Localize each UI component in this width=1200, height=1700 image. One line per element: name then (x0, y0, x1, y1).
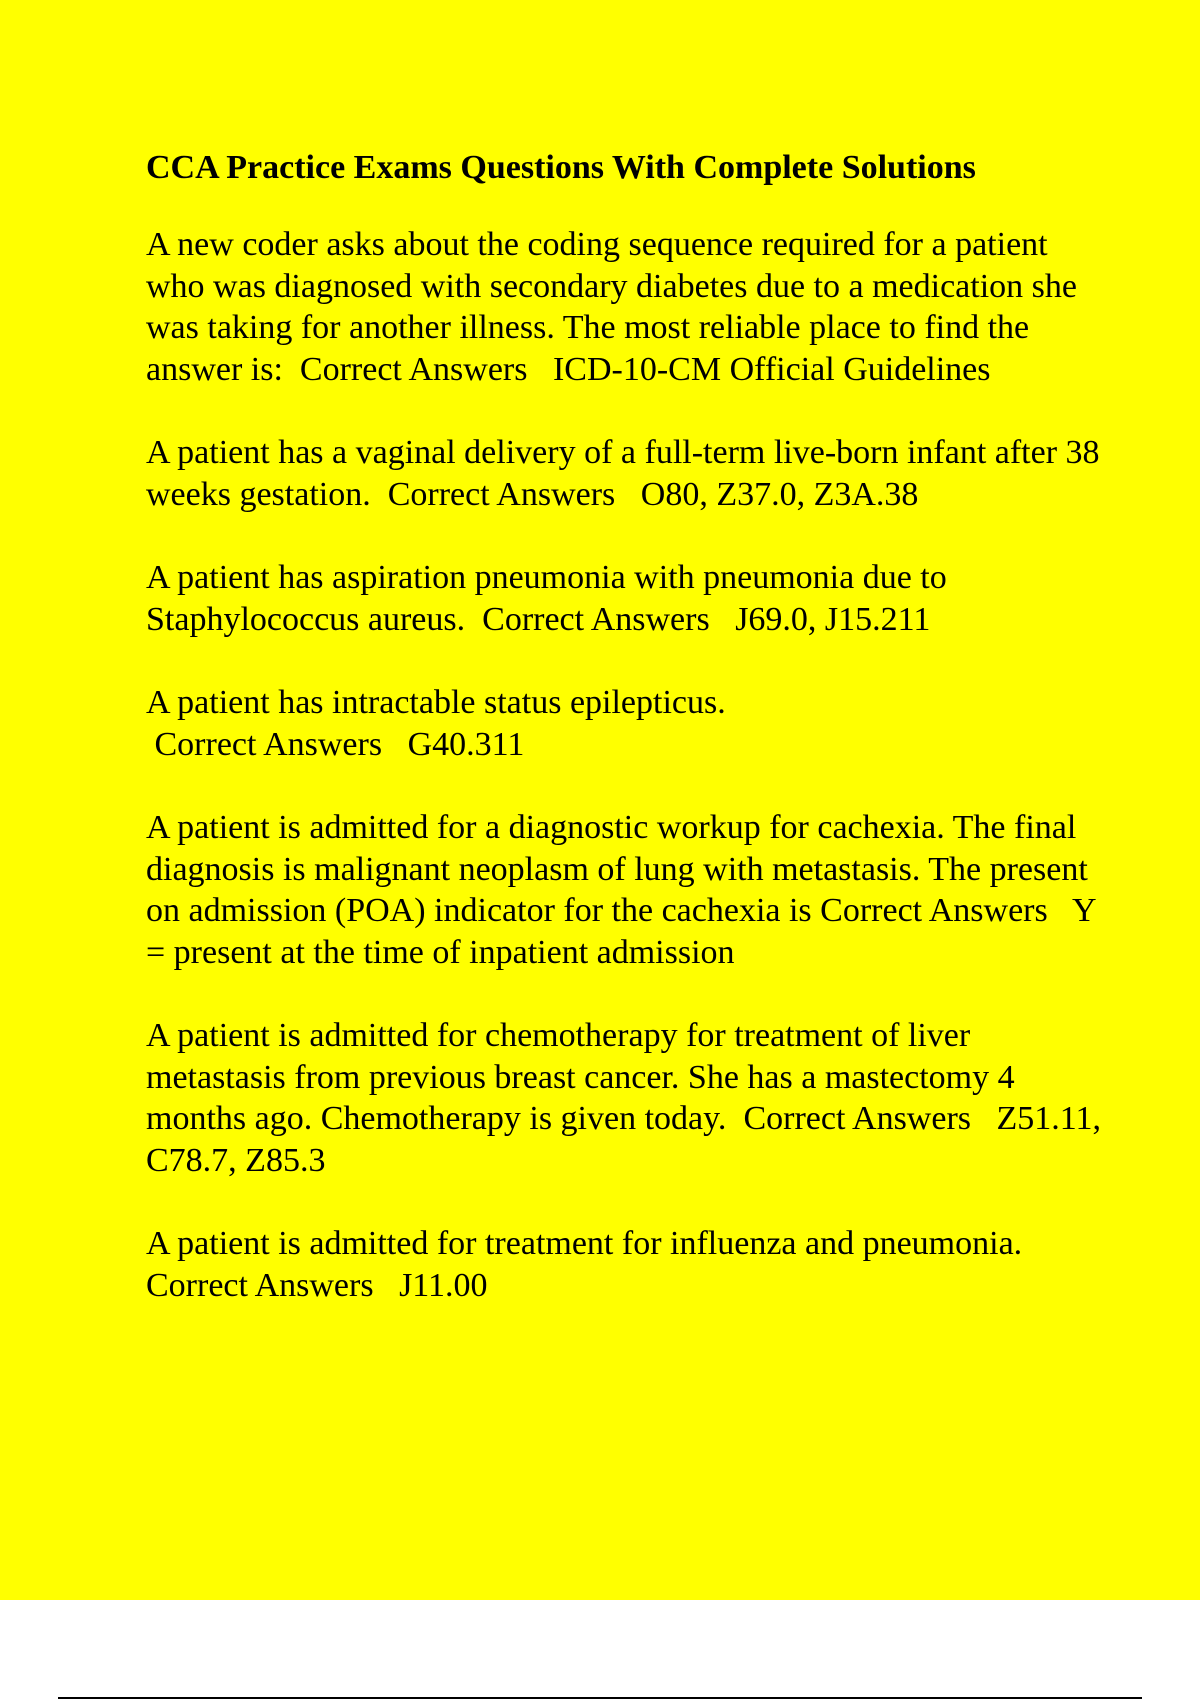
qa-item (146, 1015, 1106, 1181)
question-text: A patient has intractable status epilepticus. (146, 684, 726, 721)
question-text: A patient is admitted for a diagnostic workup for cachexia. The final diagnosis is malignant neoplasm of lung with metastasis. The present on admission (POA) indicator for the cachexia is (146, 809, 1088, 929)
answer-text: G40.311 (407, 725, 525, 763)
answer-text: J11.00 (399, 1266, 488, 1304)
question-text: A patient has aspiration pneumonia with pneumonia due to Staphylococcus aureus. (146, 559, 947, 638)
answer-text: Z51.11, C78.7, Z85.3 (146, 1100, 1102, 1179)
correct-answers-label: Correct Answers (473, 600, 736, 638)
correct-answers-label: Correct Answers (820, 892, 1072, 929)
qa-item (146, 807, 1106, 973)
document-title: CCA Practice Exams Questions With Complete Solutions (146, 149, 976, 186)
answer-text: J69.0, J15.211 (735, 600, 931, 638)
correct-answers-label: Correct Answers (734, 1100, 997, 1137)
question-text: A patient is admitted for treatment for influenza and pneumonia. (146, 1225, 1023, 1262)
qa-item (146, 1223, 1106, 1306)
question-text: A patient has a vaginal delivery of a full-term live-born infant after 38 weeks gestation. (146, 434, 1100, 513)
question-text: A patient is admitted for chemotherapy for treatment of liver metastasis from previous breast cancer. She has a mastectomy 4 months ago. Chemotherapy is given today. (146, 1017, 1015, 1137)
answer-text: Y = present at the time of inpatient admission (146, 892, 1096, 971)
correct-answers-label: Correct Answers (291, 350, 553, 388)
qa-item (146, 432, 1106, 515)
answer-text: ICD-10-CM Official Guidelines (552, 350, 991, 388)
qa-item (146, 224, 1106, 390)
answer-text: O80, Z37.0, Z3A.38 (640, 475, 919, 513)
footer-divider (58, 1697, 1142, 1699)
qa-item (146, 557, 1106, 640)
correct-answers-label: Correct Answers (379, 475, 641, 513)
correct-answers-label: Correct Answers (146, 725, 408, 763)
correct-answers-label: Correct Answers (146, 1266, 400, 1304)
document-body (146, 142, 1106, 1348)
qa-item (146, 682, 1106, 765)
question-text: A new coder asks about the coding sequence required for a patient who was diagnosed with secondary diabetes due to a medication she was taking for another illness. The most reliable place to find the answer is: (146, 226, 1077, 388)
